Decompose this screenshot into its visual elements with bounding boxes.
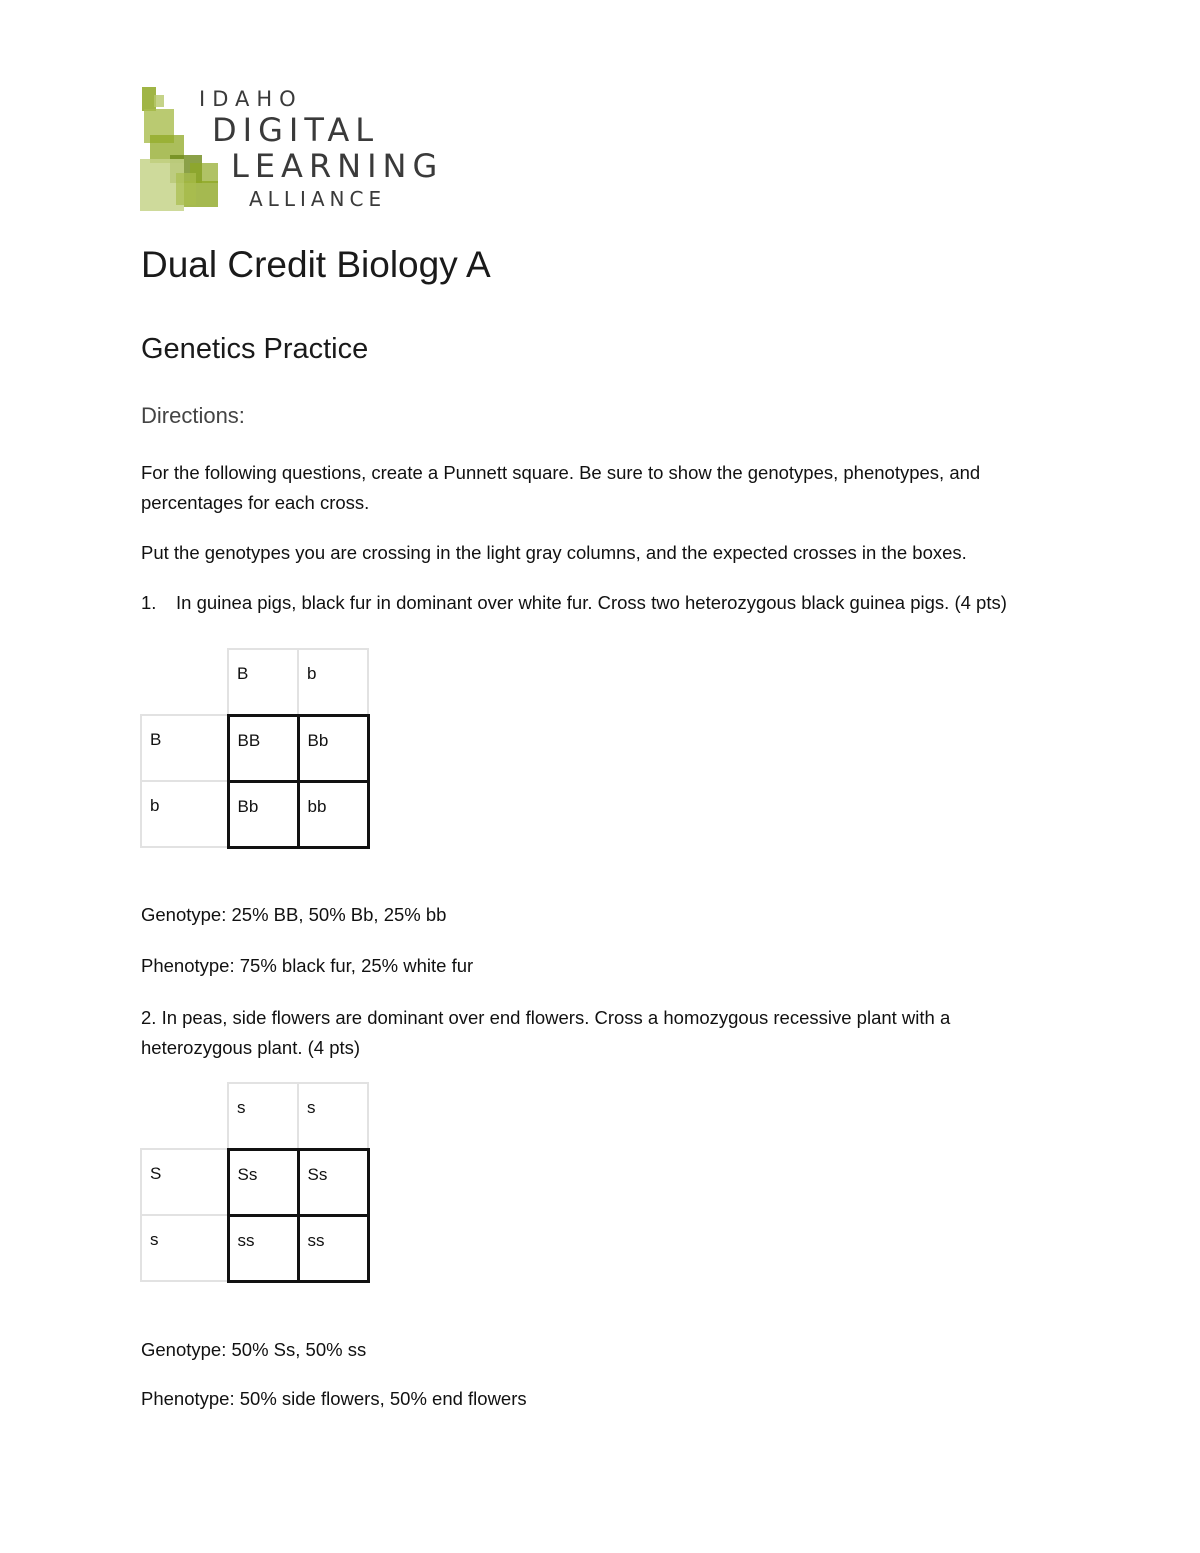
phenotype-result-2: Phenotype: 50% side flowers, 50% end flowers	[141, 1388, 527, 1409]
phenotype-result-1: Phenotype: 75% black fur, 25% white fur	[141, 955, 474, 976]
punnett-cell[interactable]: Bb	[298, 715, 368, 781]
genotype-result-2: Genotype: 50% Ss, 50% ss	[141, 1339, 367, 1360]
question-2: 2. In peas, side flowers are dominant over end flowers. Cross a homozygous recessive plant with a heterozygous plant. (4 pts)	[141, 1007, 951, 1058]
punnett-square-1	[140, 648, 370, 849]
punnett-square-2	[140, 1082, 370, 1283]
column-header[interactable]: B	[228, 649, 298, 715]
logo	[140, 85, 470, 215]
punnett-cell[interactable]: ss	[228, 1215, 298, 1281]
column-header[interactable]: s	[228, 1083, 298, 1149]
logo-text-alliance: ALLIANCE	[249, 187, 387, 211]
instructions-paragraph: For the following questions, create a Punnett square. Be sure to show the genotypes, phenotypes, and percentages for each cross.	[141, 462, 981, 513]
logo-text-idaho: IDAHO	[199, 87, 303, 111]
instructions-paragraph-2: Put the genotypes you are crossing in the light gray columns, and the expected crosses in the boxes.	[141, 542, 967, 563]
column-header[interactable]: s	[298, 1083, 368, 1149]
page-title: Dual Credit Biology A	[141, 244, 491, 285]
punnett-cell[interactable]: ss	[298, 1215, 368, 1281]
question-text: In guinea pigs, black fur in dominant over white fur. Cross two heterozygous black guinea pigs. (4 pts)	[176, 592, 1007, 613]
page-subtitle: Genetics Practice	[141, 333, 369, 365]
row-header[interactable]: S	[141, 1149, 228, 1215]
punnett-cell[interactable]: Ss	[228, 1149, 298, 1215]
punnett-cell[interactable]: bb	[298, 781, 368, 847]
question-number: 1.	[141, 592, 157, 613]
row-header[interactable]: b	[141, 781, 228, 847]
directions-heading: Directions:	[141, 403, 245, 428]
logo-text-digital: DIGITAL	[212, 111, 380, 149]
genotype-result-1: Genotype: 25% BB, 50% Bb, 25% bb	[141, 904, 447, 925]
column-header[interactable]: b	[298, 649, 368, 715]
row-header[interactable]: s	[141, 1215, 228, 1281]
punnett-cell[interactable]: Bb	[228, 781, 298, 847]
logo-text-learning: LEARNING	[231, 147, 444, 185]
punnett-cell[interactable]: Ss	[298, 1149, 368, 1215]
punnett-cell[interactable]: BB	[228, 715, 298, 781]
punnett-corner	[141, 649, 228, 715]
row-header[interactable]: B	[141, 715, 228, 781]
punnett-corner	[141, 1083, 228, 1149]
